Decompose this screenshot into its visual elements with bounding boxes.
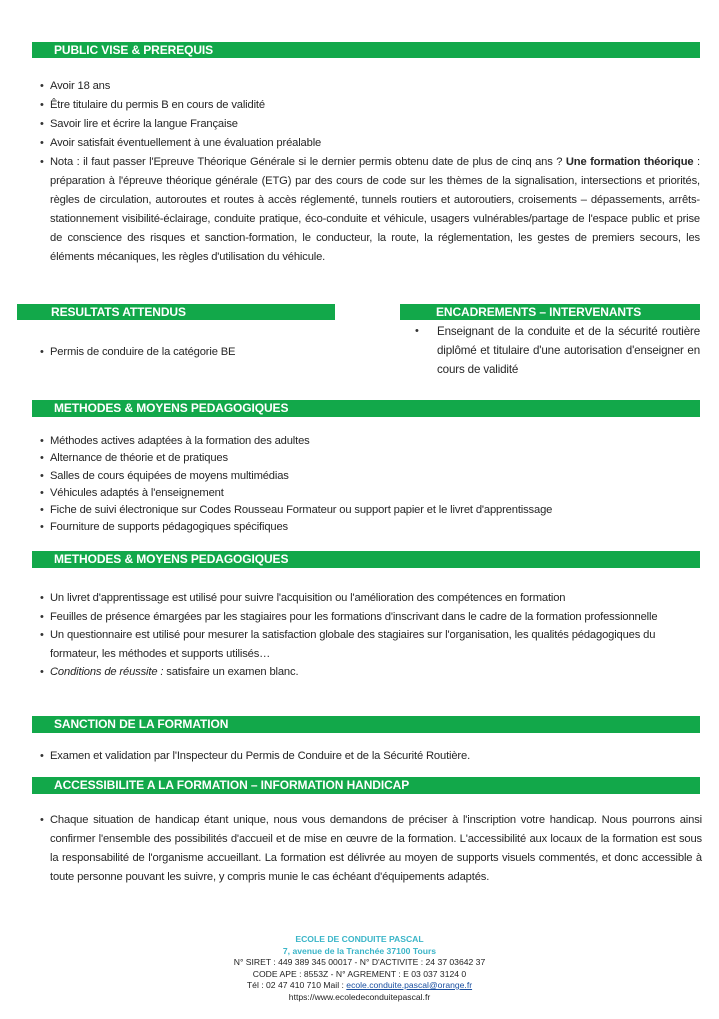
list-item: • Chaque situation de handicap étant unique, nous vous demandons de préciser à l'inscription votre handicap. Nous pourrons ainsi confirmer l'ensemble des possibilités d'accueil et de mise en œuvre de la formation. L'accessibilité aux locaux de la formation est sous la responsabilité de l'organisme accueillant. La formation est délivrée au moyen de supports visuels commentés, et donc accessible à toute personne pouvant les suivre, y compris munie le cas échéant d'équipements adaptés. [40, 811, 702, 887]
list-item: • Permis de conduire de la catégorie BE [40, 343, 330, 362]
encadrements-list [415, 322, 700, 379]
methodes-1-list [40, 433, 700, 537]
list-item: • Enseignant de la conduite et de la sécurité routière diplômé et titulaire d'une autorisation d'enseigner en cours de validité [415, 322, 700, 379]
nota-bold: Une formation théorique [565, 156, 694, 168]
section-header-accessibilite: ACCESSIBILITE A LA FORMATION – INFORMATION HANDICAP [32, 777, 700, 794]
list-item: • Alternance de théorie et de pratiques [40, 450, 700, 467]
footer-company-name: ECOLE DE CONDUITE PASCAL [295, 934, 424, 944]
list-item: • Un livret d'apprentissage est utilisé pour suivre l'acquisition ou l'amélioration des compétences en formation [40, 589, 700, 608]
list-item: • Savoir lire et écrire la langue Française [40, 115, 700, 134]
list-item: • Salles de cours équipées de moyens multimédias [40, 468, 700, 485]
nota-item [40, 153, 700, 267]
footer-address: 7, avenue de la Tranchée 37100 Tours [282, 945, 437, 956]
list-item: • Fiche de suivi électronique sur Codes Rousseau Formateur ou support papier et le livret d'apprentissage [40, 502, 700, 519]
footer-email-link[interactable]: ecole.conduite.pascal@orange.fr [346, 980, 473, 990]
list-item: • Avoir satisfait éventuellement à une évaluation préalable [40, 134, 700, 153]
list-item: • Feuilles de présence émargées par les stagiaires pour les formations d'inscrivant dans le cadre de la formation professionnelle [40, 608, 700, 627]
nota-prefix: Nota : il faut passer l'Epreuve Théorique Générale si le dernier permis obtenu date de plus de cinq ans ? [50, 156, 566, 168]
resultats-list [40, 343, 330, 362]
footer-website[interactable]: https://www.ecoledeconduitepascal.fr [288, 991, 431, 1002]
section-header-encadrements: ENCADREMENTS – INTERVENANTS [400, 304, 700, 320]
public-list [40, 77, 700, 267]
conditions-text: satisfaire un examen blanc. [163, 666, 299, 678]
list-item: • Méthodes actives adaptées à la formation des adultes [40, 433, 700, 450]
nota-rest: : préparation à l'épreuve théorique générale (ETG) par des cours de code sur les thèmes de la signalisation, intersections et priorités, règles de circulation, autoroutes et routes à accès réglementé, tunnels routiers et autoroutiers, croisements – dépassements, arrêts-stationnement visibilité-éclairage, conduite pratique, éco-conduite et véhicule, usagers vulnérables/partage de l'espace public et prise de conscience des risques et sanction-formation, le conducteur, la route, la réglementation, les gestes de premiers secours, les éléments mécaniques, les règles d'utilisation du véhicule. [50, 156, 701, 263]
list-item: • Un questionnaire est utilisé pour mesurer la satisfaction globale des stagiaires sur l'organisation, les qualités pédagogiques du formateur, les méthodes et supports utilisés… [40, 626, 700, 663]
footer-contact [0, 980, 719, 992]
list-item: • Avoir 18 ans [40, 77, 700, 96]
conditions-label: Conditions de réussite : [50, 666, 164, 678]
footer-tel: Tél : 02 47 410 710 Mail : [246, 980, 347, 990]
section-header-methodes-1: METHODES & MOYENS PEDAGOGIQUES [32, 400, 700, 417]
accessibilite-list [40, 811, 702, 887]
methodes-2-list [40, 589, 700, 682]
list-item: • Fourniture de supports pédagogiques spécifiques [40, 519, 700, 536]
section-header-methodes-2: METHODES & MOYENS PEDAGOGIQUES [32, 551, 700, 568]
footer [0, 934, 719, 1003]
list-item: • Être titulaire du permis B en cours de validité [40, 96, 700, 115]
list-item [40, 663, 700, 682]
footer-siret: N° SIRET : 449 389 345 00017 - N° D'ACTIVITE : 24 37 03642 37 [233, 957, 486, 967]
section-header-resultats: RESULTATS ATTENDUS [17, 304, 335, 320]
section-header-public: PUBLIC VISE & PREREQUIS [32, 42, 700, 58]
section-header-sanction: SANCTION DE LA FORMATION [32, 716, 700, 733]
list-item: • Véhicules adaptés à l'enseignement [40, 485, 700, 502]
footer-ape: CODE APE : 8553Z - N° AGREMENT : E 03 037 3124 0 [252, 968, 467, 979]
list-item: • Examen et validation par l'Inspecteur du Permis de Conduire et de la Sécurité Routière. [40, 747, 700, 766]
sanction-list [40, 747, 700, 766]
